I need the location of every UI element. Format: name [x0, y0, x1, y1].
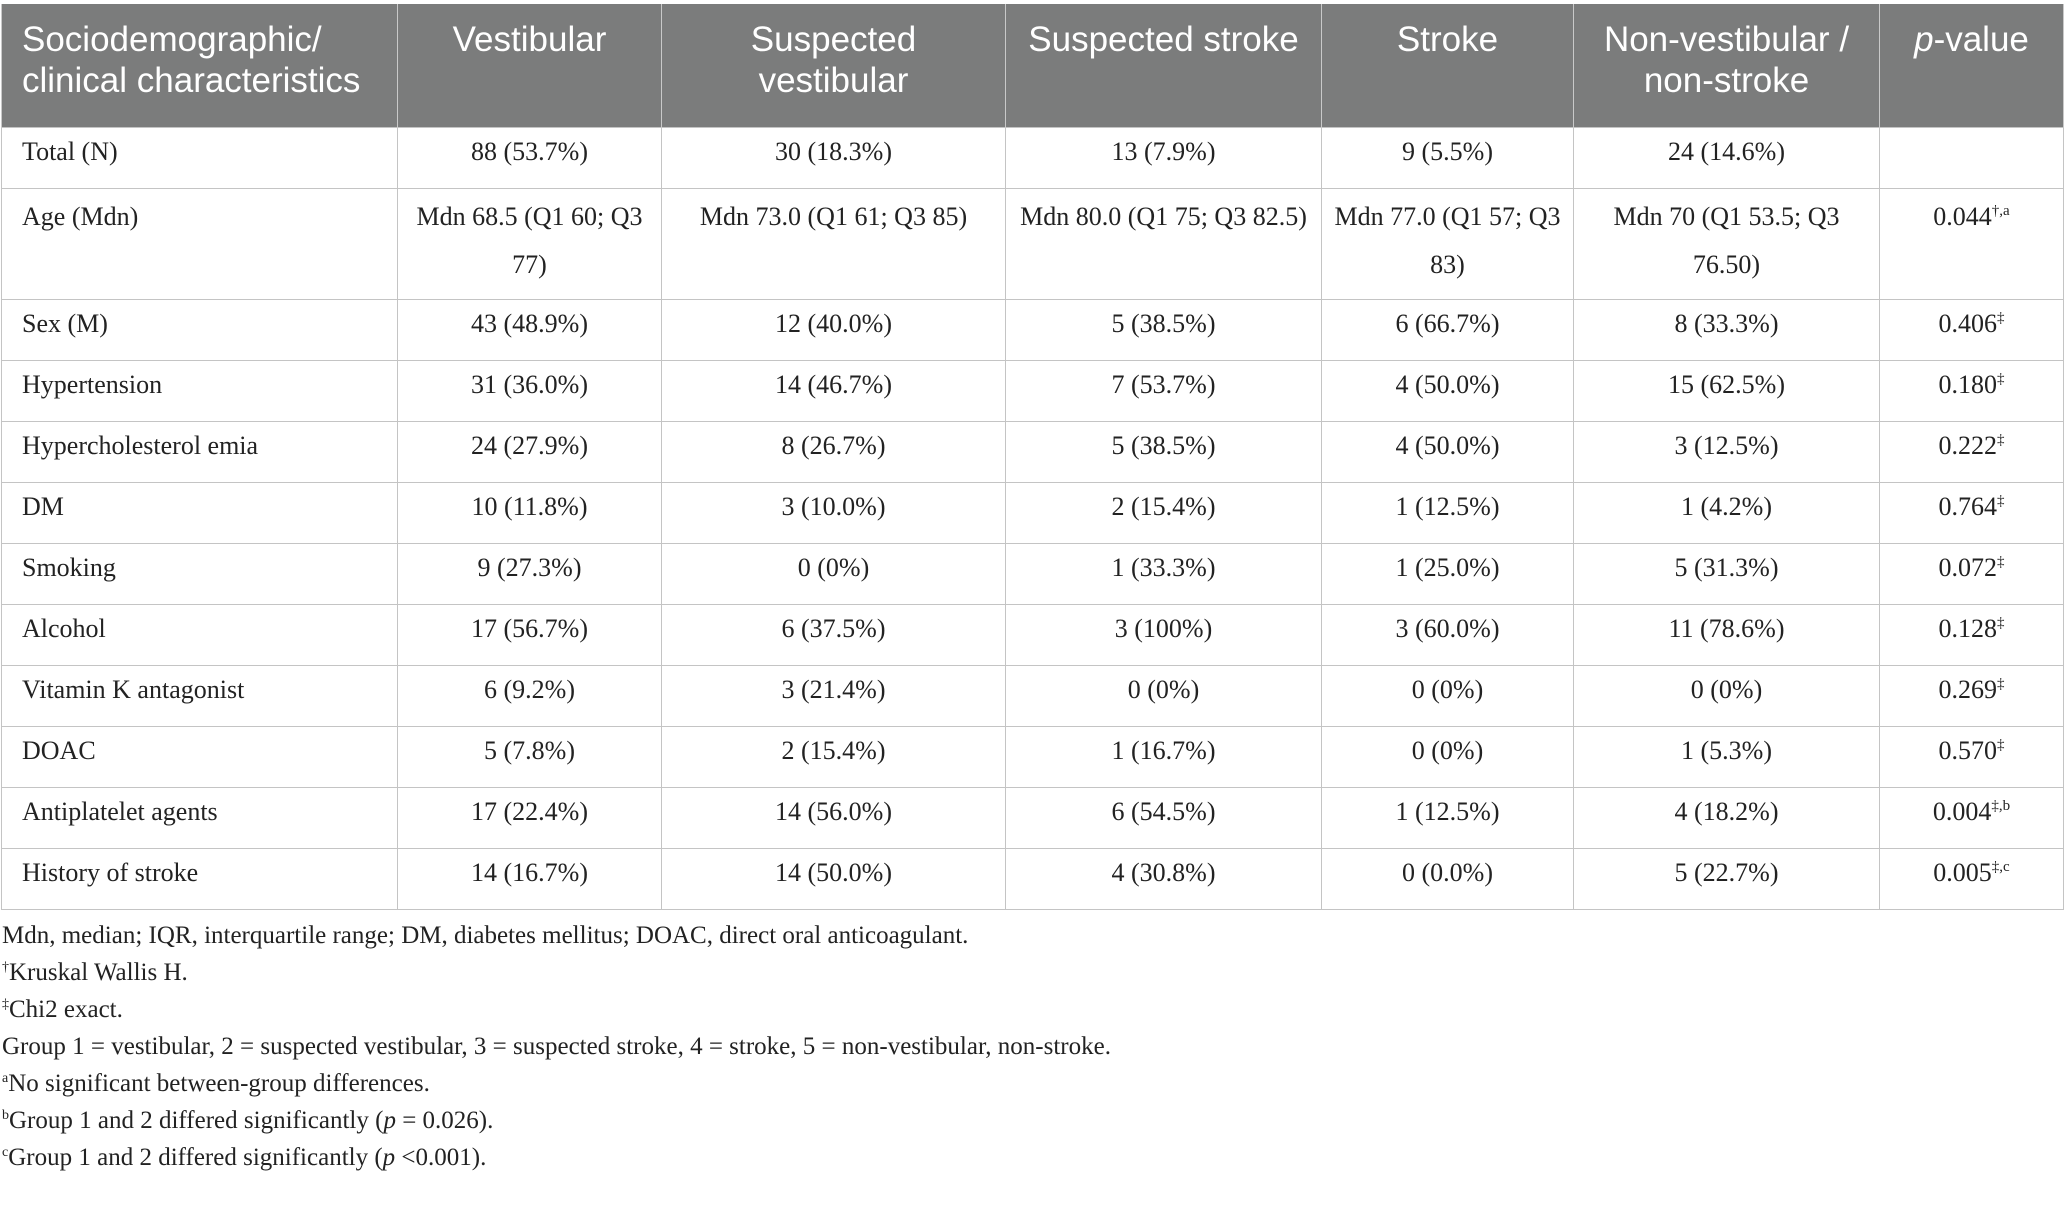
p-value: 0.764 — [1938, 491, 1997, 521]
table-row — [2, 665, 2064, 726]
table-row — [2, 787, 2064, 848]
footnote-dagger — [2, 954, 2064, 991]
footnote-b-text-pre: Group 1 and 2 differed significantly ( — [9, 1106, 384, 1134]
footnote-groups: Group 1 = vestibular, 2 = suspected vestibular, 3 = suspected stroke, 4 = stroke, 5 = non-vestibular, non-stroke. — [2, 1032, 1111, 1060]
table-cell: 1 (33.3%) — [1006, 543, 1322, 604]
table-cell: 1 (16.7%) — [1006, 726, 1322, 787]
footnote-a-mark: a — [2, 1070, 9, 1086]
footnote-b — [2, 1102, 2064, 1139]
table-cell: 2 (15.4%) — [1006, 482, 1322, 543]
p-value-cell — [1880, 665, 2064, 726]
table-cell: 10 (11.8%) — [398, 482, 662, 543]
row-label: DOAC — [2, 726, 398, 787]
footnote-c — [2, 1139, 2064, 1176]
p-value-footnote-marker: ‡ — [1997, 553, 2005, 570]
table-cell: 0 (0%) — [1322, 665, 1574, 726]
header-non-vestibular-non-stroke: Non-vestibular / non-stroke — [1574, 4, 1880, 127]
table-row — [2, 726, 2064, 787]
p-value-cell — [1880, 188, 2064, 299]
table-cell: 15 (62.5%) — [1574, 360, 1880, 421]
row-label: Alcohol — [2, 604, 398, 665]
table-cell: 4 (18.2%) — [1574, 787, 1880, 848]
footnote-double-dagger — [2, 991, 2064, 1028]
table-cell: Mdn 70 (Q1 53.5; Q3 76.50) — [1574, 188, 1880, 299]
p-value-cell — [1880, 604, 2064, 665]
table-cell: 9 (5.5%) — [1322, 127, 1574, 188]
table-cell: 6 (9.2%) — [398, 665, 662, 726]
p-value-footnote-marker: ‡ — [1997, 309, 2005, 326]
p-value-footnote-marker: ‡,b — [1991, 797, 2011, 814]
table-cell: 0 (0%) — [662, 543, 1006, 604]
table-cell: 0 (0%) — [1322, 726, 1574, 787]
table-cell: 30 (18.3%) — [662, 127, 1006, 188]
header-vestibular: Vestibular — [398, 4, 662, 127]
table-cell: 8 (26.7%) — [662, 421, 1006, 482]
row-label: Hypercholesterol emia — [2, 421, 398, 482]
row-label: Vitamin K antagonist — [2, 665, 398, 726]
table-cell: 7 (53.7%) — [1006, 360, 1322, 421]
table-row — [2, 360, 2064, 421]
p-value-footnote-marker: ‡,c — [1991, 858, 2010, 875]
footnote-a-text: No significant between-group differences. — [8, 1069, 430, 1097]
p-value-footnote-marker: ‡ — [1997, 492, 2005, 509]
p-value-footnote-marker: ‡ — [1997, 614, 2005, 631]
table-cell: 13 (7.9%) — [1006, 127, 1322, 188]
p-value-cell — [1880, 482, 2064, 543]
table-cell: 1 (5.3%) — [1574, 726, 1880, 787]
table-cell: Mdn 73.0 (Q1 61; Q3 85) — [662, 188, 1006, 299]
p-value-footnote-marker: ‡ — [1997, 431, 2005, 448]
table-row — [2, 188, 2064, 299]
table-cell: 3 (21.4%) — [662, 665, 1006, 726]
table-cell: 6 (37.5%) — [662, 604, 1006, 665]
row-label: Age (Mdn) — [2, 188, 398, 299]
table-row — [2, 848, 2064, 909]
footnote-abbreviations: Mdn, median; IQR, interquartile range; DM, diabetes mellitus; DOAC, direct oral anticoagulant. — [2, 921, 969, 949]
p-value: 0.269 — [1938, 674, 1997, 704]
table-cell: 5 (31.3%) — [1574, 543, 1880, 604]
p-value-cell — [1880, 726, 2064, 787]
header-p-value — [1880, 4, 2064, 127]
table-cell: 11 (78.6%) — [1574, 604, 1880, 665]
footnote-dagger-text: Kruskal Wallis H. — [9, 958, 188, 986]
table-cell: 3 (12.5%) — [1574, 421, 1880, 482]
table-row — [2, 482, 2064, 543]
table-cell: 1 (4.2%) — [1574, 482, 1880, 543]
table-row — [2, 299, 2064, 360]
table-cell: 4 (50.0%) — [1322, 421, 1574, 482]
table-cell: 8 (33.3%) — [1574, 299, 1880, 360]
table-cell: 5 (38.5%) — [1006, 299, 1322, 360]
p-value: 0.072 — [1938, 552, 1997, 582]
table-cell: 0 (0.0%) — [1322, 848, 1574, 909]
header-suspected-vestibular: Suspected vestibular — [662, 4, 1006, 127]
table-cell: 12 (40.0%) — [662, 299, 1006, 360]
table-cell: 14 (46.7%) — [662, 360, 1006, 421]
p-value-cell — [1880, 360, 2064, 421]
p-value-cell — [1880, 299, 2064, 360]
footnote-c-p: p — [382, 1143, 396, 1171]
table-row — [2, 127, 2064, 188]
footnote-c-text-post: <0.001). — [395, 1143, 487, 1171]
table-cell: 24 (27.9%) — [398, 421, 662, 482]
footnote-double-dagger-text: Chi2 exact. — [9, 995, 123, 1023]
table-cell: Mdn 68.5 (Q1 60; Q3 77) — [398, 188, 662, 299]
table-cell: 3 (60.0%) — [1322, 604, 1574, 665]
p-value: 0.004 — [1932, 796, 1992, 826]
table-footnotes — [0, 917, 2064, 1176]
header-row — [2, 4, 2064, 127]
p-value: 0.180 — [1938, 369, 1997, 399]
p-value-footnote-marker: †,a — [1991, 202, 2010, 219]
row-label: Total (N) — [2, 127, 398, 188]
table-cell: 31 (36.0%) — [398, 360, 662, 421]
header-characteristics: Sociodemographic/ clinical characteristics — [2, 4, 398, 127]
footnote-c-text-pre: Group 1 and 2 differed significantly ( — [8, 1143, 383, 1171]
table-cell: 14 (16.7%) — [398, 848, 662, 909]
row-label: Smoking — [2, 543, 398, 604]
table-cell: 14 (50.0%) — [662, 848, 1006, 909]
table-cell: 9 (27.3%) — [398, 543, 662, 604]
p-value: 0.005 — [1933, 857, 1992, 887]
p-value: 0.044 — [1933, 201, 1992, 231]
row-label: DM — [2, 482, 398, 543]
footnote-b-text-post: = 0.026). — [395, 1106, 494, 1134]
table-cell: 4 (30.8%) — [1006, 848, 1322, 909]
table-row — [2, 604, 2064, 665]
p-value-cell — [1880, 543, 2064, 604]
table-cell: 17 (22.4%) — [398, 787, 662, 848]
row-label: History of stroke — [2, 848, 398, 909]
footnote-dagger-mark: † — [2, 959, 9, 975]
p-value-cell — [1880, 787, 2064, 848]
row-label: Hypertension — [2, 360, 398, 421]
table-cell: 1 (12.5%) — [1322, 787, 1574, 848]
table-cell: 14 (56.0%) — [662, 787, 1006, 848]
p-value-footnote-marker: ‡ — [1997, 675, 2005, 692]
row-label: Sex (M) — [2, 299, 398, 360]
p-value-cell — [1880, 127, 2064, 188]
table-cell: 3 (10.0%) — [662, 482, 1006, 543]
footnote-b-p: p — [383, 1106, 396, 1134]
p-value: 0.128 — [1938, 613, 1997, 643]
header-stroke: Stroke — [1322, 4, 1574, 127]
footnote-a — [2, 1065, 2064, 1102]
row-label: Antiplatelet agents — [2, 787, 398, 848]
p-value-cell — [1880, 421, 2064, 482]
footnote-b-mark: b — [2, 1107, 9, 1123]
p-value-footnote-marker: ‡ — [1997, 370, 2005, 387]
table-cell: 6 (54.5%) — [1006, 787, 1322, 848]
table-cell: 6 (66.7%) — [1322, 299, 1574, 360]
table-cell: 1 (25.0%) — [1322, 543, 1574, 604]
footnote-double-dagger-mark: ‡ — [2, 996, 9, 1012]
p-value: 0.406 — [1938, 308, 1997, 338]
table-row — [2, 543, 2064, 604]
table-cell: 5 (22.7%) — [1574, 848, 1880, 909]
table-cell: 0 (0%) — [1574, 665, 1880, 726]
table-container — [0, 4, 2064, 1176]
p-italic: p — [1914, 20, 1934, 59]
table-cell: 17 (56.7%) — [398, 604, 662, 665]
table-cell: Mdn 77.0 (Q1 57; Q3 83) — [1322, 188, 1574, 299]
p-value: 0.222 — [1938, 430, 1997, 460]
table-cell: 24 (14.6%) — [1574, 127, 1880, 188]
p-value-suffix: -value — [1933, 20, 2029, 59]
characteristics-table — [1, 4, 2064, 910]
p-value: 0.570 — [1938, 735, 1997, 765]
table-cell: 43 (48.9%) — [398, 299, 662, 360]
table-body — [2, 127, 2064, 909]
header-suspected-stroke: Suspected stroke — [1006, 4, 1322, 127]
table-cell: 1 (12.5%) — [1322, 482, 1574, 543]
table-cell: 88 (53.7%) — [398, 127, 662, 188]
table-cell: 5 (38.5%) — [1006, 421, 1322, 482]
table-row — [2, 421, 2064, 482]
p-value-footnote-marker: ‡ — [1997, 736, 2005, 753]
table-cell: 2 (15.4%) — [662, 726, 1006, 787]
table-cell: 5 (7.8%) — [398, 726, 662, 787]
table-cell: 3 (100%) — [1006, 604, 1322, 665]
footnote-c-mark: c — [2, 1144, 9, 1160]
table-cell: Mdn 80.0 (Q1 75; Q3 82.5) — [1006, 188, 1322, 299]
p-value-cell — [1880, 848, 2064, 909]
table-cell: 4 (50.0%) — [1322, 360, 1574, 421]
table-cell: 0 (0%) — [1006, 665, 1322, 726]
